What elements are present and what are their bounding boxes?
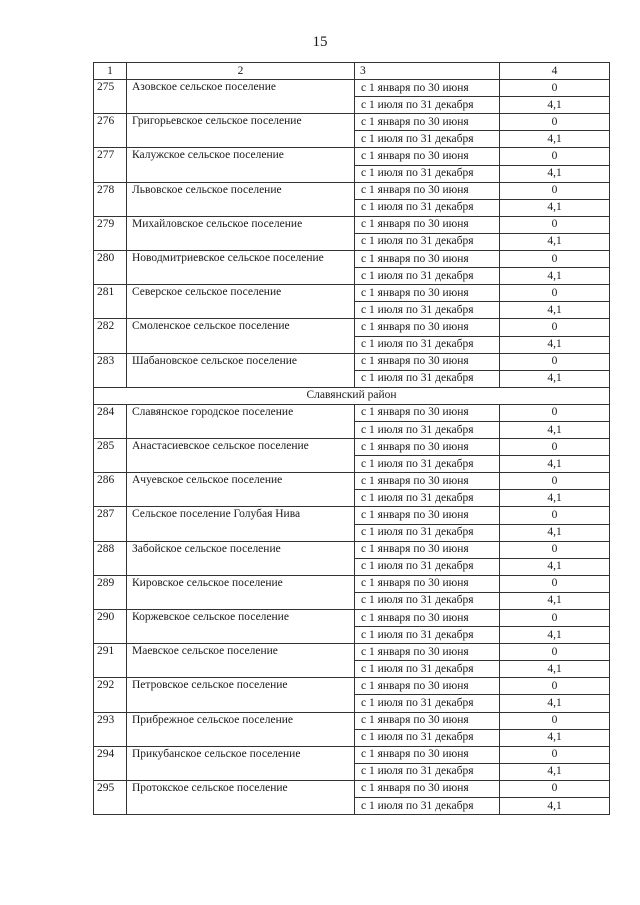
period-cell: с 1 июля по 31 декабря [355, 524, 500, 541]
row-number: 293 [94, 712, 127, 746]
period-cell: с 1 июля по 31 декабря [355, 421, 500, 438]
row-number: 289 [94, 575, 127, 609]
period-cell: с 1 июля по 31 декабря [355, 695, 500, 712]
rate-cell: 0 [500, 780, 610, 797]
settlement-name: Ачуевское сельское поселение [127, 473, 355, 507]
table-row [94, 746, 610, 763]
period-cell: с 1 июля по 31 декабря [355, 661, 500, 678]
period-cell: с 1 января по 30 июня [355, 251, 500, 268]
settlement-name: Михайловское сельское поселение [127, 216, 355, 250]
rate-cell: 4,1 [500, 131, 610, 148]
table-row [94, 353, 610, 370]
settlement-name: Смоленское сельское поселение [127, 319, 355, 353]
table-row [94, 541, 610, 558]
rate-cell: 0 [500, 644, 610, 661]
row-number: 284 [94, 404, 127, 438]
settlement-name: Коржевское сельское поселение [127, 610, 355, 644]
period-cell: с 1 июля по 31 декабря [355, 165, 500, 182]
period-cell: с 1 июля по 31 декабря [355, 456, 500, 473]
rate-cell: 4,1 [500, 524, 610, 541]
rate-cell: 4,1 [500, 336, 610, 353]
rate-cell: 0 [500, 251, 610, 268]
rate-cell: 0 [500, 610, 610, 627]
settlement-name: Протокское сельское поселение [127, 780, 355, 814]
row-number: 286 [94, 473, 127, 507]
rate-cell: 4,1 [500, 627, 610, 644]
row-number: 291 [94, 644, 127, 678]
period-cell: с 1 июля по 31 декабря [355, 763, 500, 780]
rate-cell: 0 [500, 182, 610, 199]
rate-cell: 4,1 [500, 695, 610, 712]
row-number: 281 [94, 285, 127, 319]
settlement-name: Анастасиевское сельское поселение [127, 439, 355, 473]
table-row [94, 678, 610, 695]
settlement-name: Петровское сельское поселение [127, 678, 355, 712]
settlement-name: Львовское сельское поселение [127, 182, 355, 216]
row-number: 294 [94, 746, 127, 780]
period-cell: с 1 июля по 31 декабря [355, 490, 500, 507]
period-cell: с 1 января по 30 июня [355, 404, 500, 421]
rate-cell: 0 [500, 712, 610, 729]
rate-cell: 0 [500, 575, 610, 592]
header-col-4: 4 [500, 63, 610, 80]
period-cell: с 1 января по 30 июня [355, 114, 500, 131]
rate-cell: 0 [500, 473, 610, 490]
rate-cell: 0 [500, 678, 610, 695]
table-row [94, 114, 610, 131]
table-row [94, 575, 610, 592]
period-cell: с 1 июля по 31 декабря [355, 370, 500, 387]
settlement-name: Маевское сельское поселение [127, 644, 355, 678]
rate-cell: 4,1 [500, 456, 610, 473]
period-cell: с 1 января по 30 июня [355, 746, 500, 763]
rate-cell: 0 [500, 148, 610, 165]
rate-cell: 4,1 [500, 165, 610, 182]
table-row [94, 182, 610, 199]
row-number: 277 [94, 148, 127, 182]
rate-cell: 0 [500, 404, 610, 421]
period-cell: с 1 июля по 31 декабря [355, 233, 500, 250]
rate-cell: 0 [500, 285, 610, 302]
settlement-name: Сельское поселение Голубая Нива [127, 507, 355, 541]
table-row [94, 610, 610, 627]
rate-cell: 0 [500, 353, 610, 370]
rate-cell: 0 [500, 319, 610, 336]
table-row [94, 780, 610, 797]
period-cell: с 1 января по 30 июня [355, 473, 500, 490]
rate-cell: 0 [500, 746, 610, 763]
rate-cell: 4,1 [500, 199, 610, 216]
rate-cell: 4,1 [500, 558, 610, 575]
rate-cell: 0 [500, 507, 610, 524]
period-cell: с 1 июля по 31 декабря [355, 627, 500, 644]
table-row [94, 473, 610, 490]
rate-cell: 4,1 [500, 490, 610, 507]
header-col-3: 3 [355, 63, 500, 80]
period-cell: с 1 января по 30 июня [355, 507, 500, 524]
row-number: 283 [94, 353, 127, 387]
rate-cell: 0 [500, 80, 610, 97]
table-row [94, 80, 610, 97]
period-cell: с 1 января по 30 июня [355, 541, 500, 558]
rate-cell: 4,1 [500, 763, 610, 780]
table-row [94, 507, 610, 524]
header-row [94, 63, 610, 80]
rate-cell: 4,1 [500, 370, 610, 387]
table-row [94, 439, 610, 456]
settlement-name: Славянское городское поселение [127, 404, 355, 438]
settlement-name: Григорьевское сельское поселение [127, 114, 355, 148]
rate-cell: 4,1 [500, 798, 610, 815]
period-cell: с 1 января по 30 июня [355, 439, 500, 456]
rate-cell: 0 [500, 541, 610, 558]
period-cell: с 1 января по 30 июня [355, 285, 500, 302]
table-row [94, 216, 610, 233]
row-number: 282 [94, 319, 127, 353]
table-row [94, 404, 610, 421]
table-row [94, 644, 610, 661]
table-row [94, 251, 610, 268]
period-cell: с 1 января по 30 июня [355, 575, 500, 592]
row-number: 285 [94, 439, 127, 473]
rate-cell: 4,1 [500, 729, 610, 746]
rate-cell: 4,1 [500, 661, 610, 678]
settlement-name: Азовское сельское поселение [127, 80, 355, 114]
row-number: 276 [94, 114, 127, 148]
header-col-1: 1 [94, 63, 127, 80]
table-row [94, 285, 610, 302]
row-number: 275 [94, 80, 127, 114]
settlement-name: Шабановское сельское поселение [127, 353, 355, 387]
rates-table [93, 62, 610, 815]
period-cell: с 1 июля по 31 декабря [355, 268, 500, 285]
period-cell: с 1 июля по 31 декабря [355, 97, 500, 114]
table-body [94, 80, 610, 815]
period-cell: с 1 июля по 31 декабря [355, 798, 500, 815]
period-cell: с 1 июля по 31 декабря [355, 336, 500, 353]
settlement-name: Прибрежное сельское поселение [127, 712, 355, 746]
period-cell: с 1 июля по 31 декабря [355, 729, 500, 746]
period-cell: с 1 января по 30 июня [355, 712, 500, 729]
rate-cell: 4,1 [500, 302, 610, 319]
settlement-name: Северское сельское поселение [127, 285, 355, 319]
period-cell: с 1 июля по 31 декабря [355, 131, 500, 148]
row-number: 287 [94, 507, 127, 541]
settlement-name: Забойское сельское поселение [127, 541, 355, 575]
rate-cell: 0 [500, 114, 610, 131]
period-cell: с 1 января по 30 июня [355, 182, 500, 199]
period-cell: с 1 января по 30 июня [355, 80, 500, 97]
row-number: 279 [94, 216, 127, 250]
header-col-2: 2 [127, 63, 355, 80]
period-cell: с 1 июля по 31 декабря [355, 302, 500, 319]
rate-cell: 4,1 [500, 97, 610, 114]
row-number: 295 [94, 780, 127, 814]
rate-cell: 4,1 [500, 233, 610, 250]
period-cell: с 1 января по 30 июня [355, 353, 500, 370]
district-row [94, 387, 610, 404]
table-row [94, 148, 610, 165]
rate-cell: 0 [500, 439, 610, 456]
table-row [94, 319, 610, 336]
row-number: 288 [94, 541, 127, 575]
period-cell: с 1 января по 30 июня [355, 644, 500, 661]
period-cell: с 1 января по 30 июня [355, 780, 500, 797]
period-cell: с 1 января по 30 июня [355, 216, 500, 233]
row-number: 280 [94, 251, 127, 285]
row-number: 278 [94, 182, 127, 216]
period-cell: с 1 января по 30 июня [355, 148, 500, 165]
period-cell: с 1 января по 30 июня [355, 678, 500, 695]
period-cell: с 1 января по 30 июня [355, 610, 500, 627]
rate-cell: 4,1 [500, 421, 610, 438]
period-cell: с 1 января по 30 июня [355, 319, 500, 336]
district-name: Славянский район [94, 387, 610, 404]
period-cell: с 1 июля по 31 декабря [355, 199, 500, 216]
page-number: 15 [312, 34, 328, 50]
rate-cell: 4,1 [500, 268, 610, 285]
settlement-name: Прикубанское сельское поселение [127, 746, 355, 780]
rate-cell: 4,1 [500, 592, 610, 609]
row-number: 292 [94, 678, 127, 712]
settlement-name: Кировское сельское поселение [127, 575, 355, 609]
period-cell: с 1 июля по 31 декабря [355, 592, 500, 609]
settlement-name: Новодмитриевское сельское поселение [127, 251, 355, 285]
table-row [94, 712, 610, 729]
period-cell: с 1 июля по 31 декабря [355, 558, 500, 575]
settlement-name: Калужское сельское поселение [127, 148, 355, 182]
row-number: 290 [94, 610, 127, 644]
rate-cell: 0 [500, 216, 610, 233]
